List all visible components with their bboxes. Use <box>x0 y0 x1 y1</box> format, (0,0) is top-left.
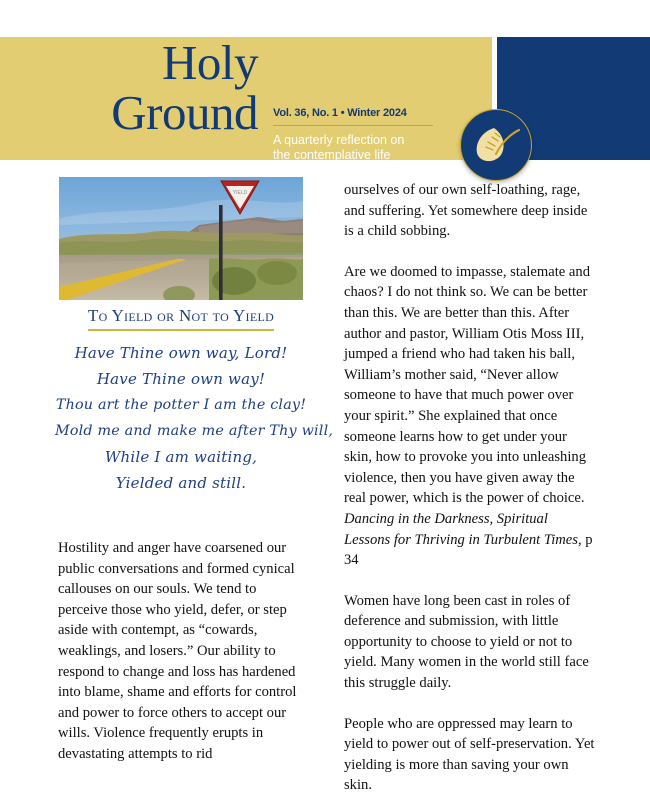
article-title-underline <box>88 329 274 331</box>
book-citation-page: p 34 <box>344 531 593 569</box>
body-column-left <box>58 538 308 765</box>
poem-line-1: Have Thine own way, Lord! <box>74 344 288 362</box>
leaf-logo-medallion <box>460 109 532 181</box>
poem-line-6: Yielded and still. <box>115 474 247 492</box>
body-column-right <box>344 180 597 796</box>
tagline-line2: the contemplative life <box>273 148 391 162</box>
publication-title-line2: Ground <box>111 85 258 140</box>
paragraph: Women have long been cast in roles of deference and submission, with little opportunity to choose to yield or not to yield. Many women in the world still face this struggle daily. <box>344 592 589 692</box>
publication-title <box>0 35 258 140</box>
poem-line-5: While I am waiting, <box>104 448 258 466</box>
article-photo <box>59 177 303 300</box>
issue-info <box>273 107 448 163</box>
book-citation-title: Dancing in the Darkness, Spiritual Lessons for Thriving in Turbulent Times, <box>344 510 582 548</box>
svg-text:YIELD: YIELD <box>232 190 248 196</box>
paragraph: Hostility and anger have coarsened our public conversations and formed cynical callouses on our souls. We tend to perceive those who yield, defer, or step aside with contempt, as “cowards, weaklings, and losers.” Our ability to respond to change and loss has hardened into blame, shame and efforts for control and power to force others to accept our wills. Violence frequently erupts in devastating attempts to rid <box>58 540 297 762</box>
paragraph: People who are oppressed may learn to yield to power out of self-preservation. Yet yielding is more than saving your own skin. <box>344 715 595 794</box>
paragraph <box>344 262 597 571</box>
paragraph-text: Are we doomed to impasse, stalemate and chaos? I do not think so. We can be better than this. We are better than this. After author and pastor, William Otis Moss III, jumped a friend who had taken his ball, William’s mother said, “Never allow someone to have that much power over your spirit.” She explained that once someone learns how to get under your skin, how to provoke you into unleashing violence, then you have given away the real power, which is the power of choice. <box>344 263 590 507</box>
poem-block <box>55 340 334 496</box>
article-title: To Yield or Not to Yield <box>87 306 275 325</box>
issue-number: Vol. 36, No. 1 • Winter 2024 <box>273 107 407 119</box>
leaf-icon <box>461 110 531 180</box>
masthead-banner <box>0 37 650 160</box>
paragraph: ourselves of our own self-loathing, rage, and suffering. Yet somewhere deep inside is a child sobbing. <box>344 182 588 240</box>
poem-line-3: Thou art the potter I am the clay! <box>55 397 307 413</box>
issue-divider <box>273 125 433 126</box>
poem-line-4: Mold me and make me after Thy will, <box>55 423 334 439</box>
publication-tagline <box>273 133 448 163</box>
poem-line-2: Have Thine own way! <box>96 370 266 388</box>
publication-title-line1: Holy <box>162 35 258 90</box>
tagline-line1: A quarterly reflection on <box>273 133 405 147</box>
